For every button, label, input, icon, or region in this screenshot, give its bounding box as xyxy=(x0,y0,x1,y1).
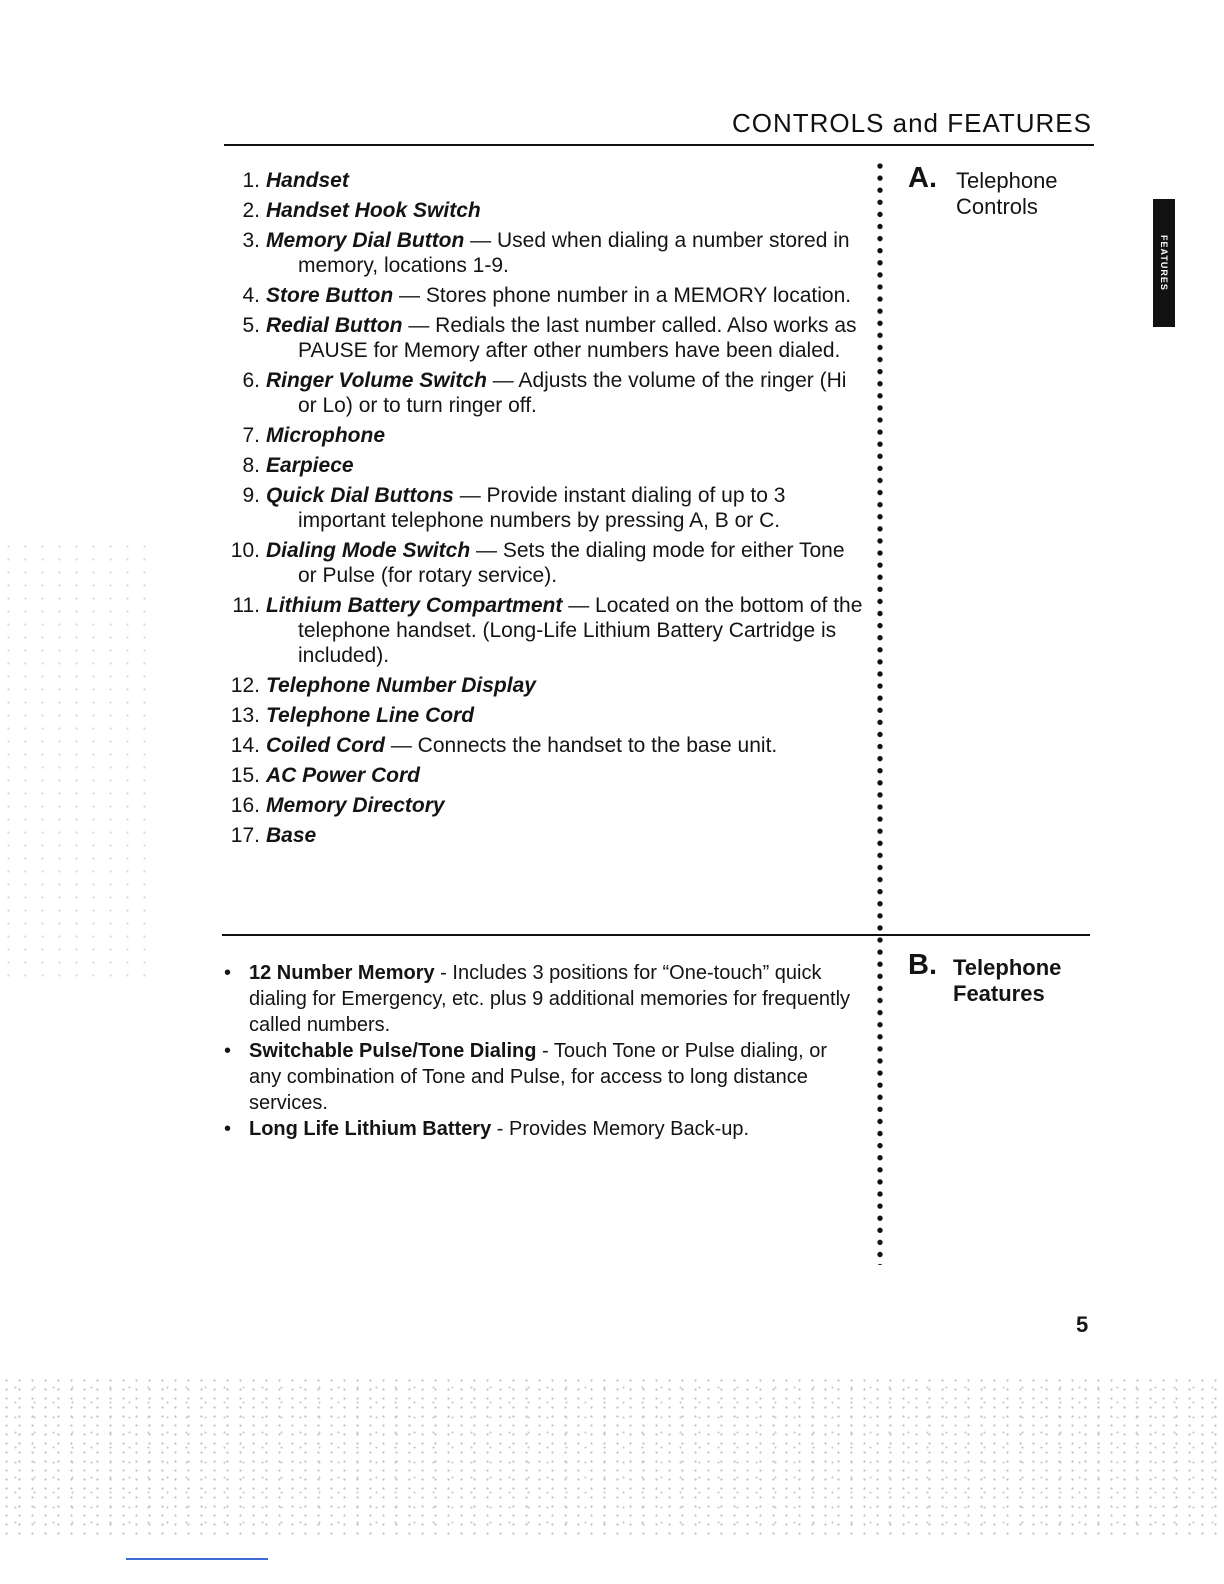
control-desc: — Located on the bottom of the telephone handset. (Long-Life Lithium Battery Cartridge is included). xyxy=(298,594,863,667)
control-number: 6. xyxy=(242,369,260,392)
feature-name: Long Life Lithium Battery xyxy=(249,1118,492,1140)
control-number: 16. xyxy=(230,794,260,817)
dotted-divider xyxy=(877,160,883,1265)
control-desc: — Sets the dialing mode for either Tone or Pulse (for rotary service). xyxy=(298,539,845,587)
feature-name: 12 Number Memory xyxy=(249,962,435,984)
page-title: CONTROLS and FEATURES xyxy=(731,108,1092,138)
bullet-icon: • xyxy=(224,1040,232,1062)
control-number: 7. xyxy=(242,424,260,447)
control-name: Coiled Cord xyxy=(266,734,385,757)
control-name: Telephone Line Cord xyxy=(266,704,475,727)
section-tab-label: FEATURES xyxy=(1159,235,1169,291)
control-number: 10. xyxy=(230,539,260,562)
page-number: 5 xyxy=(1076,1312,1089,1337)
control-item xyxy=(224,763,864,788)
control-name: Handset xyxy=(266,169,349,192)
control-name: Redial Button xyxy=(266,314,403,337)
feature-item xyxy=(224,1116,854,1142)
bullet-icon: • xyxy=(224,962,232,984)
section-divider xyxy=(222,934,1090,936)
control-name: Earpiece xyxy=(266,454,354,477)
control-name: Quick Dial Buttons xyxy=(266,484,454,507)
control-name: Store Button xyxy=(266,284,394,307)
control-number: 15. xyxy=(230,764,260,787)
control-item xyxy=(224,733,864,758)
control-number: 9. xyxy=(242,484,260,507)
control-item xyxy=(224,673,864,698)
control-number: 8. xyxy=(242,454,260,477)
control-name: Lithium Battery Compartment xyxy=(266,594,563,617)
control-name: Memory Dial Button xyxy=(266,229,465,252)
control-number: 2. xyxy=(242,199,260,222)
bullet-icon: • xyxy=(224,1118,232,1140)
control-name: Telephone Number Display xyxy=(266,674,536,697)
control-desc: — Used when dialing a number stored in memory, locations 1-9. xyxy=(298,229,850,277)
feature-desc: - Touch Tone or Pulse dialing, or any combination of Tone and Pulse, for access to long distance services. xyxy=(249,1040,828,1114)
control-name: AC Power Cord xyxy=(266,764,421,787)
control-number: 5. xyxy=(242,314,260,337)
control-number: 3. xyxy=(242,229,260,252)
scan-edge-mark xyxy=(126,1558,268,1560)
control-number: 1. xyxy=(242,169,260,192)
control-name: Memory Directory xyxy=(266,794,445,817)
control-item xyxy=(224,538,864,588)
control-desc: — Connects the handset to the base unit. xyxy=(385,734,778,757)
control-item xyxy=(224,168,864,193)
control-item xyxy=(224,283,864,308)
control-item xyxy=(224,823,864,848)
control-item xyxy=(224,423,864,448)
control-number: 14. xyxy=(230,734,260,757)
control-item xyxy=(224,198,864,223)
control-desc: — Stores phone number in a MEMORY location. xyxy=(393,284,852,307)
control-item xyxy=(224,228,864,278)
control-name: Dialing Mode Switch xyxy=(266,539,471,562)
control-number: 11. xyxy=(232,594,260,617)
control-item xyxy=(224,313,864,363)
control-desc: — Adjusts the volume of the ringer (Hi or Lo) or to turn ringer off. xyxy=(298,369,847,417)
feature-item xyxy=(224,960,854,1038)
control-number: 17. xyxy=(230,824,260,847)
control-item xyxy=(224,483,864,533)
feature-desc: - Provides Memory Back-up. xyxy=(491,1118,750,1140)
scan-noise-bottom xyxy=(0,1376,1224,1536)
features-list xyxy=(224,960,854,1142)
controls-list xyxy=(224,168,864,853)
feature-name: Switchable Pulse/Tone Dialing xyxy=(249,1040,537,1062)
control-desc: — Provide instant dialing of up to 3 important telephone numbers by pressing A, B or C. xyxy=(298,484,786,532)
control-name: Microphone xyxy=(266,424,385,447)
feature-item xyxy=(224,1038,854,1116)
scan-noise-left xyxy=(0,540,150,980)
section-a-letter: A. xyxy=(908,162,937,194)
control-name: Base xyxy=(266,824,317,847)
control-number: 12. xyxy=(230,674,260,697)
control-name: Handset Hook Switch xyxy=(266,199,481,222)
control-number: 13. xyxy=(230,704,260,727)
section-b-label: Telephone Features xyxy=(953,955,1062,1006)
control-desc: — Redials the last number called. Also works as PAUSE for Memory after other numbers have been dialed. xyxy=(298,314,857,362)
control-name: Ringer Volume Switch xyxy=(266,369,487,392)
control-number: 4. xyxy=(242,284,260,307)
header-rule xyxy=(224,144,1094,146)
section-a-label: Telephone Controls xyxy=(956,168,1058,219)
control-item xyxy=(224,593,864,668)
control-item xyxy=(224,793,864,818)
section-tab xyxy=(1153,199,1175,327)
control-item xyxy=(224,368,864,418)
feature-desc: - Includes 3 positions for “One-touch” quick dialing for Emergency, etc. plus 9 additional memories for frequently called numbers. xyxy=(249,962,851,1036)
control-item xyxy=(224,453,864,478)
section-b-letter: B. xyxy=(908,949,937,981)
control-item xyxy=(224,703,864,728)
